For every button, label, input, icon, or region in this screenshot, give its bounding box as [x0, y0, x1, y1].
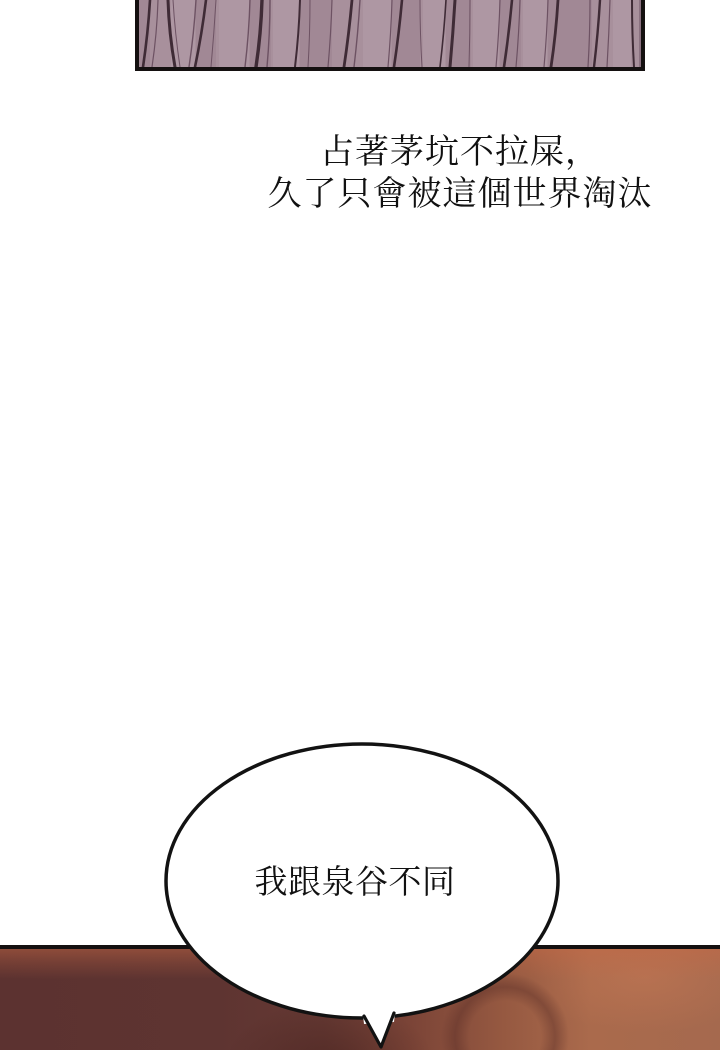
speech-bubble-text: 我跟泉谷不同 [254, 863, 456, 900]
speech-bubble-tail [364, 1013, 394, 1047]
narration-text [268, 131, 653, 215]
narration-line-1: 占著茅坑不拉屎， [320, 133, 600, 171]
curtain-panel-image [135, 0, 645, 71]
curtain-folds-art [139, 0, 641, 67]
narration-line-2: 久了只會被這個世界淘汰 [267, 175, 653, 213]
